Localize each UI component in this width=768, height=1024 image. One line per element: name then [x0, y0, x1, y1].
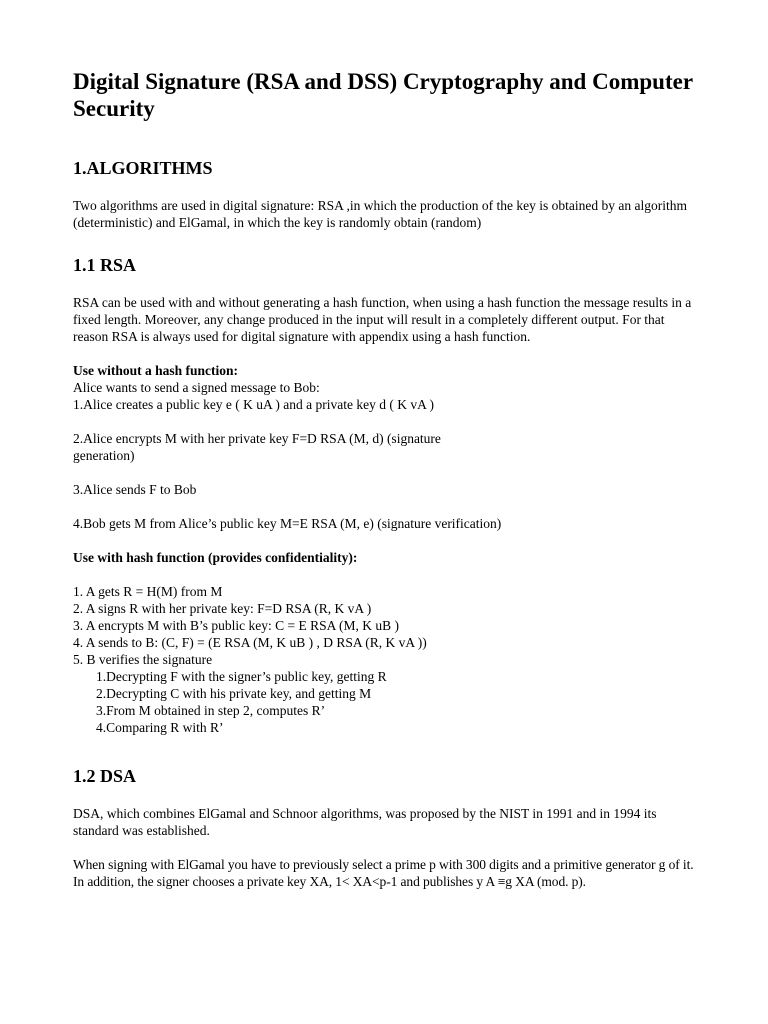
section-heading-dsa: 1.2 DSA — [73, 766, 137, 786]
algorithms-paragraph: Two algorithms are used in digital signature: RSA ,in which the production of the key is obtained by an algorithm (deterministic) and ElGamal, in which the key is randomly obtain (random) — [73, 198, 687, 230]
verify-substep: 3.From M obtained in step 2, computes R’ — [96, 703, 326, 718]
with-hash-step: 4. A sends to B: (C, F) = (E RSA (M, K uB ) , D RSA (R, K vA )) — [73, 635, 427, 650]
without-hash-step: 4.Bob gets M from Alice’s public key M=E RSA (M, e) (signature verification) — [73, 516, 502, 531]
elgamal-paragraph: When signing with ElGamal you have to previously select a prime p with 300 digits and a primitive generator g of it. In addition, the signer chooses a private key XA, 1< XA<p-1 and publishes y A ≡g XA (mod. p). — [73, 857, 694, 889]
with-hash-step: 5. B verifies the signature — [73, 652, 213, 667]
without-hash-heading: Use without a hash function: — [73, 363, 239, 378]
rsa-paragraph: RSA can be used with and without generating a hash function, when using a hash function the message results in a fixed length. Moreover, any change produced in the input will result in a completely different output. For that reason RSA is always used for digital signature with appendix using a hash function. — [73, 295, 692, 344]
spacer — [73, 345, 703, 362]
with-hash-step: 2. A signs R with her private key: F=D RSA (R, K vA ) — [73, 601, 372, 616]
section-heading-rsa: 1.1 RSA — [73, 255, 137, 275]
with-hash-step: 3. A encrypts M with B’s public key: C = E RSA (M, K uB ) — [73, 618, 399, 633]
verify-substep: 1.Decrypting F with the signer’s public key, getting R — [96, 669, 387, 684]
spacer — [73, 498, 703, 515]
document-page — [73, 68, 703, 890]
with-hash-step: 1. A gets R = H(M) from M — [73, 584, 223, 599]
spacer — [73, 464, 703, 481]
spacer — [73, 231, 703, 248]
dsa-paragraph: DSA, which combines ElGamal and Schnoor algorithms, was proposed by the NIST in 1991 and in 1994 its standard was established. — [73, 806, 657, 838]
spacer — [73, 532, 703, 549]
without-hash-intro: Alice wants to send a signed message to Bob: — [73, 380, 320, 395]
with-hash-heading: Use with hash function (provides confidentiality): — [73, 550, 358, 565]
spacer — [73, 413, 703, 430]
document-title: Digital Signature (RSA and DSS) Cryptography and Computer Security — [73, 69, 693, 121]
spacer — [73, 566, 703, 583]
without-hash-step: 3.Alice sends F to Bob — [73, 482, 197, 497]
spacer — [73, 839, 703, 856]
verify-substep: 4.Comparing R with R’ — [96, 720, 224, 735]
verify-substep: 2.Decrypting C with his private key, and getting M — [96, 686, 372, 701]
without-hash-step: 2.Alice encrypts M with her private key F=D RSA (M, d) (signature generation) — [73, 431, 441, 463]
without-hash-step: 1.Alice creates a public key e ( K uA ) and a private key d ( K vA ) — [73, 397, 434, 412]
section-heading-algorithms: 1.ALGORITHMS — [73, 158, 213, 178]
spacer — [73, 736, 703, 753]
